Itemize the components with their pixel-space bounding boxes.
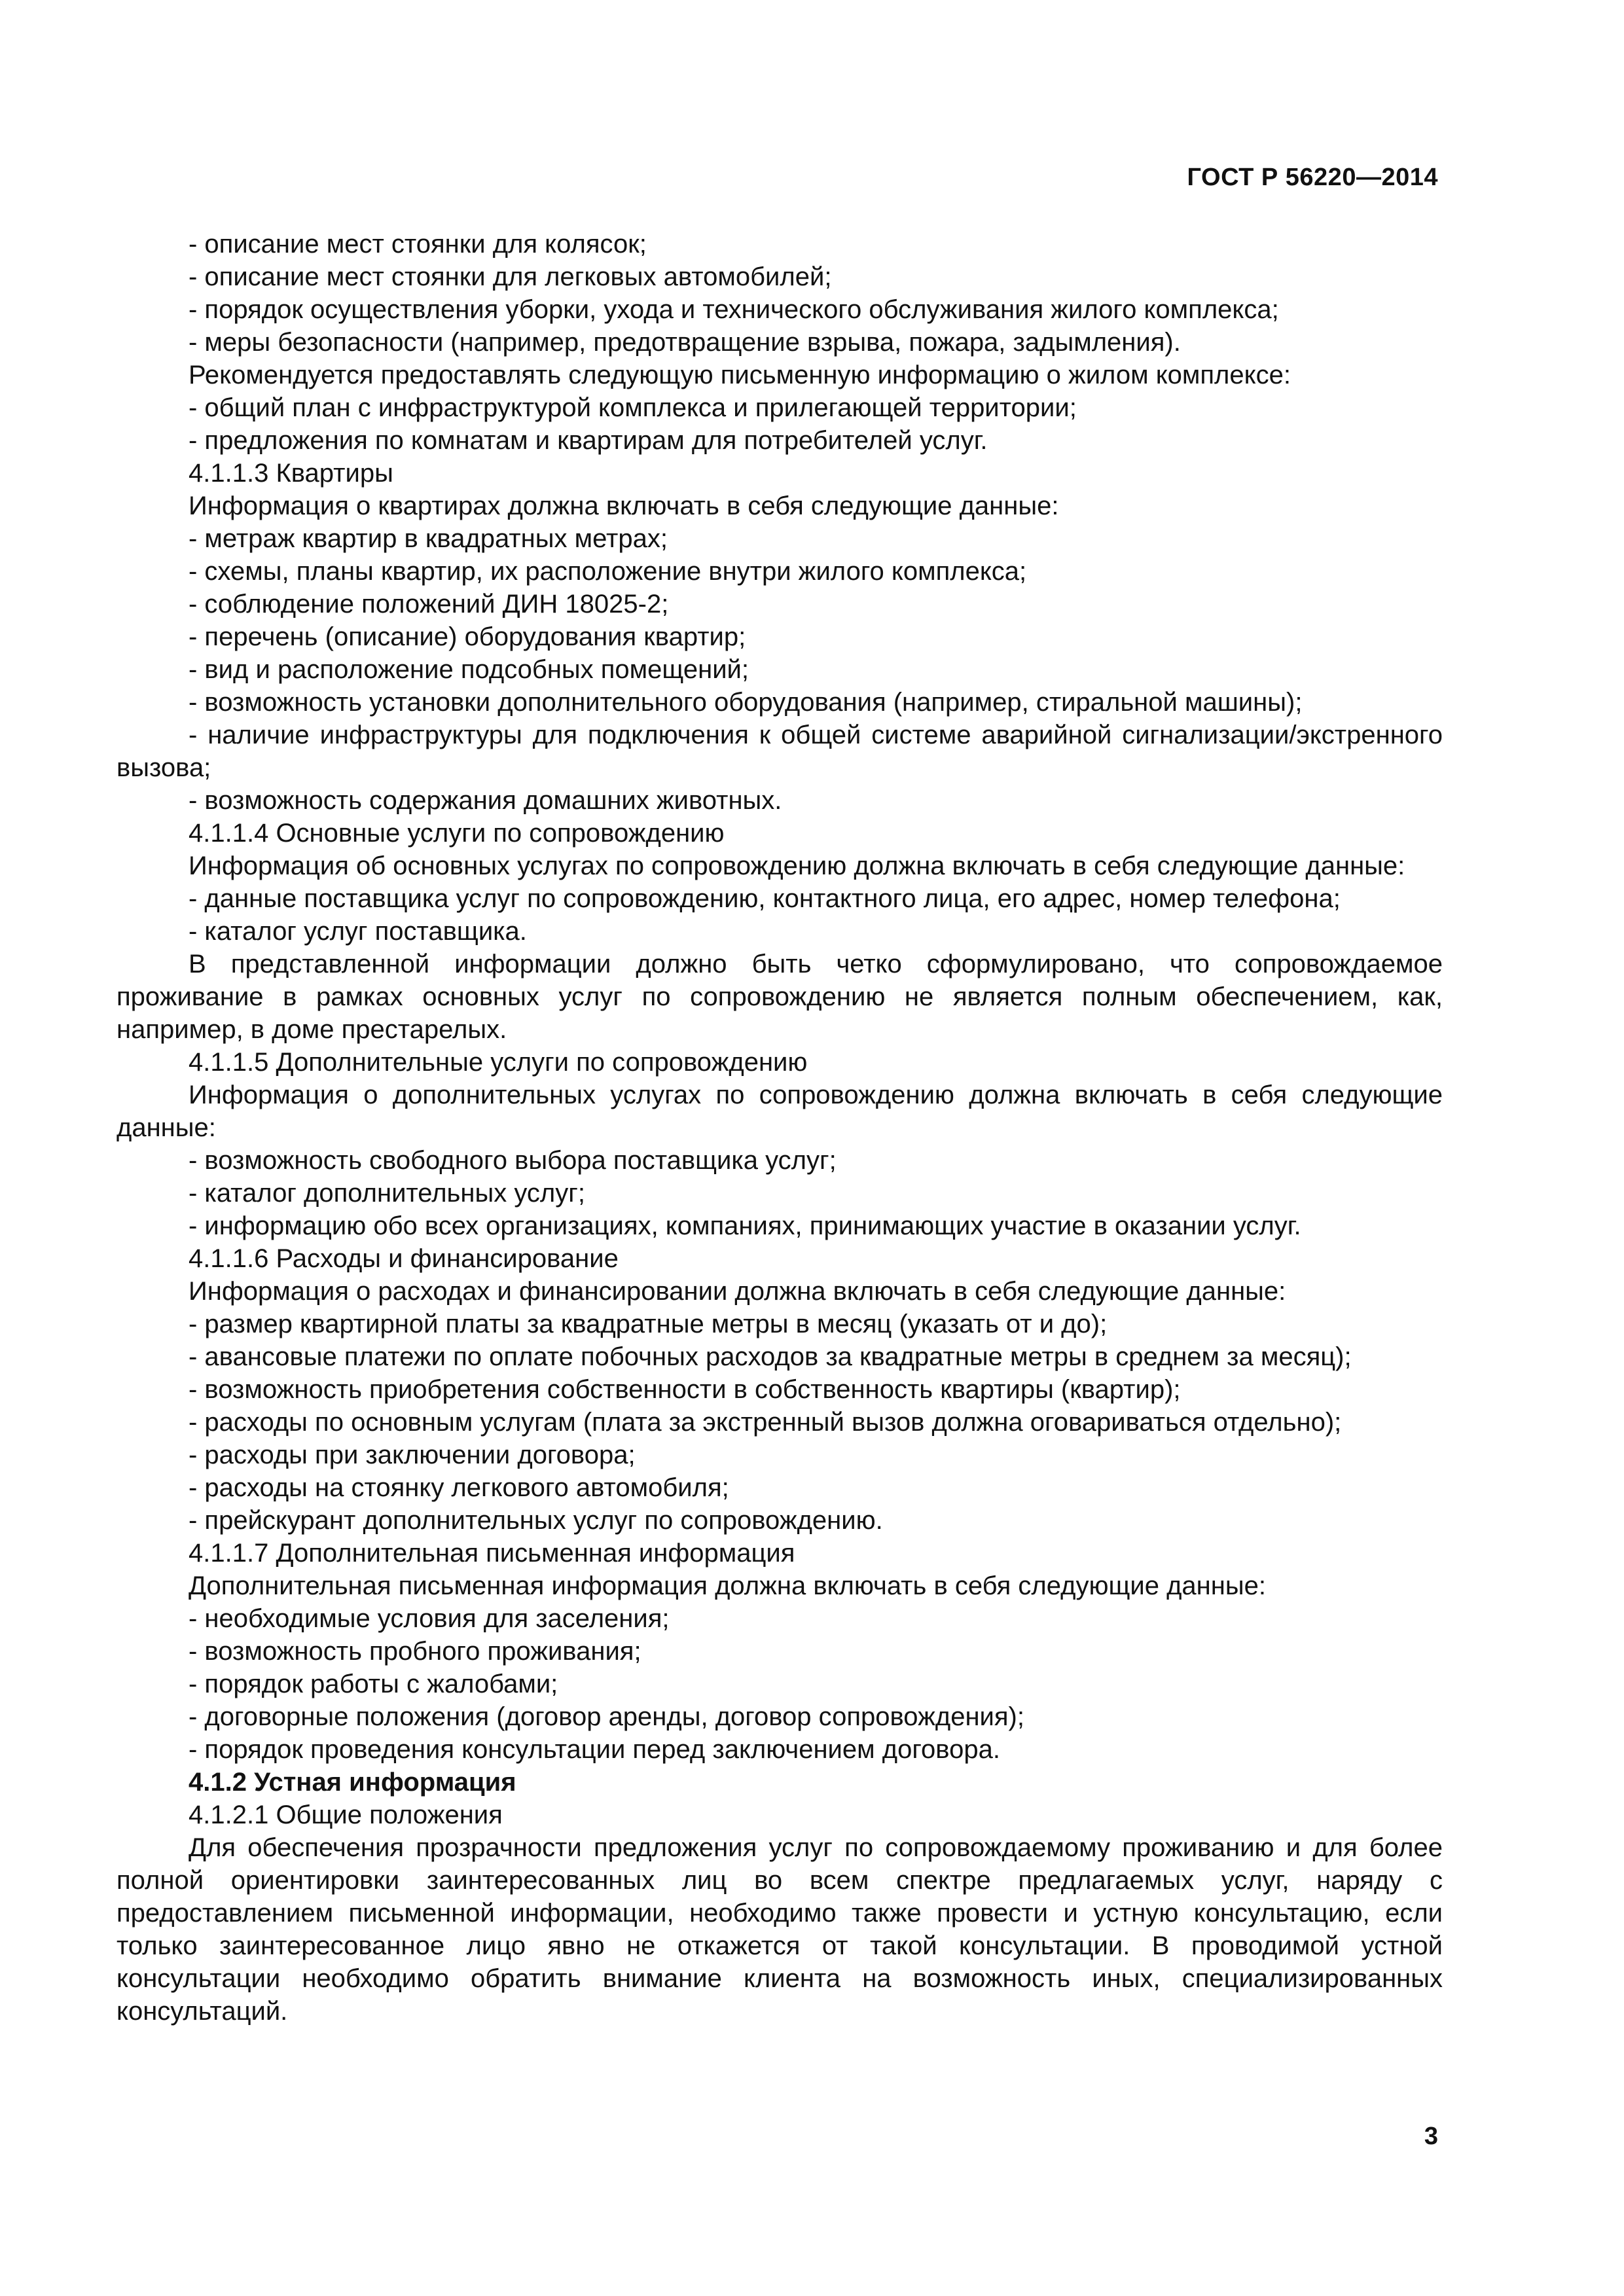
- paragraph: - договорные положения (договор аренды, договор сопровождения);: [189, 1702, 1024, 1731]
- paragraph: - возможность пробного проживания;: [189, 1637, 641, 1666]
- page-number: 3: [1424, 2123, 1438, 2150]
- paragraph: - возможность установки дополнительного оборудования (например, стиральной машины);: [189, 688, 1303, 717]
- paragraph: - авансовые платежи по оплате побочных расходов за квадратные метры в среднем за месяц);: [189, 1342, 1352, 1371]
- section-heading-bold: 4.1.2 Устная информация: [189, 1768, 516, 1797]
- paragraph: - метраж квартир в квадратных метрах;: [189, 524, 668, 553]
- paragraph: - информацию обо всех организациях, компаниях, принимающих участие в оказании услуг.: [189, 1211, 1301, 1240]
- section-heading: 4.1.1.6 Расходы и финансирование: [189, 1244, 619, 1273]
- paragraph: - каталог дополнительных услуг;: [189, 1179, 585, 1208]
- paragraph: - предложения по комнатам и квартирам для потребителей услуг.: [189, 426, 988, 455]
- section-heading: 4.1.1.7 Дополнительная письменная информация: [189, 1539, 795, 1568]
- paragraph: - описание мест стоянки для колясок;: [189, 230, 647, 259]
- paragraph: - прейскурант дополнительных услуг по сопровождению.: [189, 1506, 883, 1535]
- paragraph: Дополнительная письменная информация должна включать в себя следующие данные:: [189, 1571, 1266, 1600]
- paragraph: Для обеспечения прозрачности предложения услуг по сопровождаемому проживанию и для более полной ориентировки заинтересованных лиц во всем спектре предлагаемых услуг, наряду с предоставлением письменной информации, необходимо также провести и устную консультацию, если только заинтересованное лицо явно не откажется от такой консультации. В проводимой устной консультации необходимо обратить внимание клиента на возможность иных, специализированных консультаций.: [117, 1833, 1443, 2026]
- paragraph: Рекомендуется предоставлять следующую письменную информацию о жилом комплексе:: [189, 361, 1291, 389]
- paragraph: - расходы по основным услугам (плата за экстренный вызов должна оговариваться отдельно);: [189, 1408, 1342, 1437]
- paragraph: - меры безопасности (например, предотвращение взрыва, пожара, задымления).: [189, 328, 1181, 357]
- paragraph: - каталог услуг поставщика.: [189, 917, 527, 946]
- paragraph: - общий план с инфраструктурой комплекса и прилегающей территории;: [189, 393, 1077, 422]
- paragraph: - перечень (описание) оборудования квартир;: [189, 622, 746, 651]
- section-heading: 4.1.1.4 Основные услуги по сопровождению: [189, 819, 725, 848]
- paragraph: - описание мест стоянки для легковых автомобилей;: [189, 262, 832, 291]
- paragraph: - наличие инфраструктуры для подключения к общей системе аварийной сигнализации/экстренного вызова;: [117, 721, 1443, 782]
- paragraph: Информация о дополнительных услугах по сопровождению должна включать в себя следующие данные:: [117, 1081, 1443, 1142]
- paragraph: - схемы, планы квартир, их расположение внутри жилого комплекса;: [189, 557, 1027, 586]
- paragraph: Информация о квартирах должна включать в себя следующие данные:: [189, 492, 1059, 520]
- section-heading: 4.1.1.3 Квартиры: [189, 459, 393, 488]
- paragraph: - возможность приобретения собственности в собственность квартиры (квартир);: [189, 1375, 1181, 1404]
- paragraph: Информация о расходах и финансировании должна включать в себя следующие данные:: [189, 1277, 1286, 1306]
- paragraph: - порядок проведения консультации перед заключением договора.: [189, 1735, 1000, 1764]
- paragraph: - порядок работы с жалобами;: [189, 1670, 558, 1698]
- paragraph: - возможность свободного выбора поставщика услуг;: [189, 1146, 837, 1175]
- paragraph: - возможность содержания домашних животных.: [189, 786, 782, 815]
- page-body: [117, 228, 1443, 2028]
- paragraph: - расходы на стоянку легкового автомобиля;: [189, 1473, 729, 1502]
- paragraph: В представленной информации должно быть четко сформулировано, что сопровождаемое проживание в рамках основных услуг по сопровождению не является полным обеспечением, как, например, в доме престарелых.: [117, 950, 1443, 1044]
- paragraph: - расходы при заключении договора;: [189, 1441, 636, 1469]
- paragraph: - размер квартирной платы за квадратные метры в месяц (указать от и до);: [189, 1310, 1108, 1338]
- paragraph: - данные поставщика услуг по сопровождению, контактного лица, его адрес, номер телефона;: [189, 884, 1341, 913]
- paragraph: - вид и расположение подсобных помещений;: [189, 655, 749, 684]
- paragraph: - порядок осуществления уборки, ухода и технического обслуживания жилого комплекса;: [189, 295, 1279, 324]
- section-heading: 4.1.2.1 Общие положения: [189, 1801, 503, 1829]
- document-header: ГОСТ Р 56220—2014: [1187, 164, 1438, 191]
- paragraph: - соблюдение положений ДИН 18025-2;: [189, 590, 669, 619]
- paragraph: Информация об основных услугах по сопровождению должна включать в себя следующие данные:: [189, 852, 1405, 880]
- section-heading: 4.1.1.5 Дополнительные услуги по сопровождению: [189, 1048, 808, 1077]
- paragraph: - необходимые условия для заселения;: [189, 1604, 670, 1633]
